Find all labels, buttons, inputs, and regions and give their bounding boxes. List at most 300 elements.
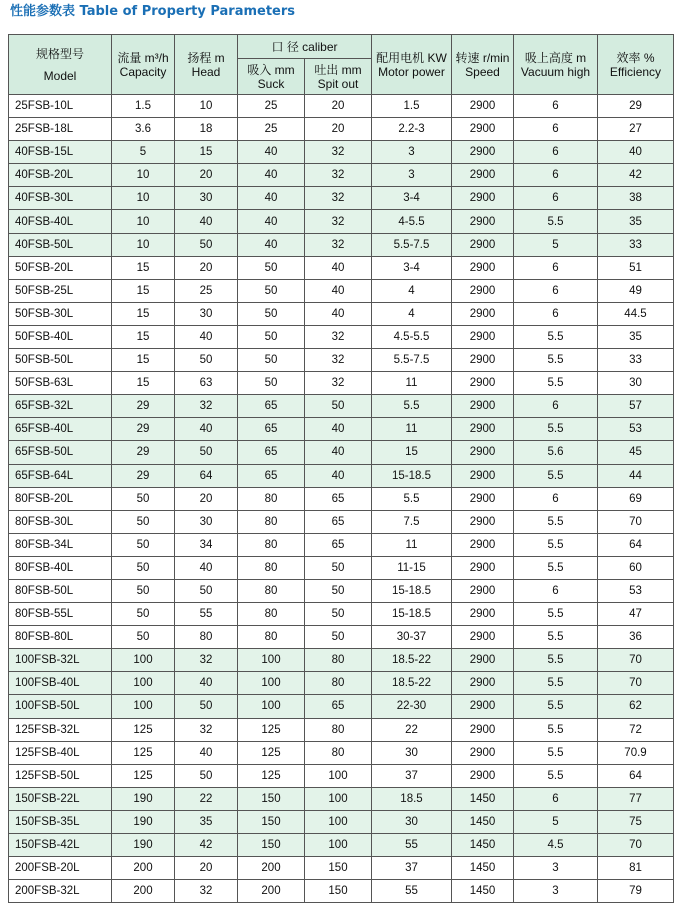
cell-efficiency: 49 [598, 279, 674, 302]
cell-vacuum: 6 [514, 187, 598, 210]
cell-capacity: 29 [112, 418, 175, 441]
cell-suck: 25 [238, 118, 305, 141]
header-speed: 转速 r/min Speed [452, 35, 514, 95]
cell-motor-power: 11 [372, 418, 452, 441]
cell-head: 32 [175, 395, 238, 418]
table-row [9, 487, 674, 510]
cell-motor-power: 4.5-5.5 [372, 325, 452, 348]
table-row [9, 164, 674, 187]
table-row [9, 372, 674, 395]
cell-motor-power: 1.5 [372, 95, 452, 118]
cell-suck: 40 [238, 141, 305, 164]
cell-suck: 50 [238, 279, 305, 302]
cell-vacuum: 3 [514, 857, 598, 880]
table-row [9, 787, 674, 810]
cell-motor-power: 55 [372, 880, 452, 903]
cell-capacity: 29 [112, 395, 175, 418]
cell-efficiency: 42 [598, 164, 674, 187]
cell-efficiency: 35 [598, 210, 674, 233]
header-vacuum: 吸上高度 m Vacuum high [514, 35, 598, 95]
table-row [9, 718, 674, 741]
cell-head: 64 [175, 464, 238, 487]
cell-head: 50 [175, 233, 238, 256]
cell-spit-out: 50 [305, 626, 372, 649]
table-row [9, 441, 674, 464]
cell-vacuum: 5.5 [514, 764, 598, 787]
cell-speed: 2900 [452, 164, 514, 187]
cell-head: 40 [175, 556, 238, 579]
cell-vacuum: 4.5 [514, 834, 598, 857]
cell-head: 40 [175, 741, 238, 764]
table-row [9, 118, 674, 141]
cell-speed: 2900 [452, 626, 514, 649]
cell-head: 20 [175, 164, 238, 187]
cell-capacity: 15 [112, 302, 175, 325]
cell-spit-out: 32 [305, 349, 372, 372]
cell-speed: 2900 [452, 256, 514, 279]
cell-model: 40FSB-40L [9, 210, 112, 233]
cell-head: 32 [175, 649, 238, 672]
cell-spit-out: 100 [305, 810, 372, 833]
cell-suck: 50 [238, 349, 305, 372]
table-row [9, 672, 674, 695]
cell-model: 80FSB-40L [9, 556, 112, 579]
cell-speed: 2900 [452, 418, 514, 441]
cell-spit-out: 32 [305, 187, 372, 210]
cell-capacity: 10 [112, 187, 175, 210]
cell-motor-power: 5.5 [372, 395, 452, 418]
cell-efficiency: 70 [598, 834, 674, 857]
cell-spit-out: 150 [305, 880, 372, 903]
cell-speed: 2900 [452, 556, 514, 579]
cell-vacuum: 6 [514, 256, 598, 279]
cell-spit-out: 40 [305, 464, 372, 487]
header-model: 规格型号 Model [9, 35, 112, 95]
table-row [9, 95, 674, 118]
cell-efficiency: 75 [598, 810, 674, 833]
table-row [9, 464, 674, 487]
cell-head: 55 [175, 603, 238, 626]
table-row [9, 880, 674, 903]
cell-model: 50FSB-63L [9, 372, 112, 395]
cell-efficiency: 77 [598, 787, 674, 810]
cell-spit-out: 50 [305, 579, 372, 602]
cell-model: 150FSB-42L [9, 834, 112, 857]
cell-motor-power: 2.2-3 [372, 118, 452, 141]
cell-vacuum: 6 [514, 579, 598, 602]
cell-motor-power: 11 [372, 372, 452, 395]
cell-motor-power: 18.5-22 [372, 672, 452, 695]
table-row [9, 256, 674, 279]
cell-capacity: 3.6 [112, 118, 175, 141]
cell-motor-power: 15-18.5 [372, 464, 452, 487]
cell-spit-out: 40 [305, 418, 372, 441]
cell-capacity: 10 [112, 210, 175, 233]
cell-head: 40 [175, 672, 238, 695]
cell-spit-out: 40 [305, 256, 372, 279]
table-body [9, 95, 674, 903]
cell-efficiency: 57 [598, 395, 674, 418]
cell-head: 30 [175, 302, 238, 325]
header-head: 扬程 m Head [175, 35, 238, 95]
cell-model: 125FSB-40L [9, 741, 112, 764]
cell-capacity: 50 [112, 533, 175, 556]
cell-suck: 80 [238, 487, 305, 510]
cell-model: 40FSB-50L [9, 233, 112, 256]
cell-suck: 80 [238, 533, 305, 556]
table-row [9, 556, 674, 579]
cell-capacity: 100 [112, 649, 175, 672]
cell-capacity: 15 [112, 349, 175, 372]
cell-efficiency: 53 [598, 418, 674, 441]
cell-speed: 2900 [452, 579, 514, 602]
cell-suck: 100 [238, 649, 305, 672]
cell-motor-power: 3-4 [372, 187, 452, 210]
cell-vacuum: 5.5 [514, 418, 598, 441]
cell-head: 22 [175, 787, 238, 810]
cell-speed: 1450 [452, 857, 514, 880]
cell-speed: 1450 [452, 880, 514, 903]
cell-spit-out: 32 [305, 372, 372, 395]
table-row [9, 764, 674, 787]
cell-capacity: 50 [112, 626, 175, 649]
cell-suck: 40 [238, 233, 305, 256]
cell-motor-power: 55 [372, 834, 452, 857]
cell-model: 125FSB-50L [9, 764, 112, 787]
cell-efficiency: 60 [598, 556, 674, 579]
cell-capacity: 100 [112, 695, 175, 718]
cell-capacity: 15 [112, 279, 175, 302]
cell-suck: 150 [238, 787, 305, 810]
cell-efficiency: 53 [598, 579, 674, 602]
cell-suck: 80 [238, 556, 305, 579]
cell-model: 25FSB-18L [9, 118, 112, 141]
cell-model: 40FSB-30L [9, 187, 112, 210]
cell-suck: 100 [238, 695, 305, 718]
cell-vacuum: 5.5 [514, 372, 598, 395]
header-capacity: 流量 m³/h Capacity [112, 35, 175, 95]
cell-capacity: 50 [112, 510, 175, 533]
cell-capacity: 125 [112, 718, 175, 741]
cell-spit-out: 65 [305, 695, 372, 718]
cell-model: 200FSB-32L [9, 880, 112, 903]
cell-efficiency: 51 [598, 256, 674, 279]
header-suck: 吸入 mm Suck [238, 59, 305, 95]
cell-motor-power: 11 [372, 533, 452, 556]
table-row [9, 603, 674, 626]
cell-model: 125FSB-32L [9, 718, 112, 741]
cell-capacity: 10 [112, 164, 175, 187]
cell-model: 80FSB-30L [9, 510, 112, 533]
cell-model: 150FSB-35L [9, 810, 112, 833]
cell-model: 80FSB-20L [9, 487, 112, 510]
cell-vacuum: 6 [514, 279, 598, 302]
cell-speed: 1450 [452, 834, 514, 857]
cell-motor-power: 18.5-22 [372, 649, 452, 672]
cell-capacity: 50 [112, 487, 175, 510]
cell-head: 80 [175, 626, 238, 649]
cell-spit-out: 32 [305, 325, 372, 348]
cell-model: 80FSB-50L [9, 579, 112, 602]
cell-suck: 65 [238, 464, 305, 487]
cell-model: 50FSB-25L [9, 279, 112, 302]
cell-head: 18 [175, 118, 238, 141]
cell-suck: 200 [238, 880, 305, 903]
cell-spit-out: 32 [305, 141, 372, 164]
cell-capacity: 10 [112, 233, 175, 256]
cell-model: 100FSB-32L [9, 649, 112, 672]
table-row [9, 349, 674, 372]
cell-speed: 2900 [452, 187, 514, 210]
cell-speed: 2900 [452, 325, 514, 348]
cell-spit-out: 40 [305, 441, 372, 464]
cell-motor-power: 5.5-7.5 [372, 233, 452, 256]
cell-capacity: 15 [112, 256, 175, 279]
cell-vacuum: 6 [514, 164, 598, 187]
cell-model: 40FSB-20L [9, 164, 112, 187]
cell-capacity: 125 [112, 764, 175, 787]
cell-speed: 2900 [452, 372, 514, 395]
cell-efficiency: 35 [598, 325, 674, 348]
cell-speed: 2900 [452, 533, 514, 556]
cell-motor-power: 4 [372, 279, 452, 302]
cell-head: 10 [175, 95, 238, 118]
cell-suck: 125 [238, 764, 305, 787]
cell-efficiency: 62 [598, 695, 674, 718]
cell-suck: 50 [238, 256, 305, 279]
cell-model: 150FSB-22L [9, 787, 112, 810]
cell-speed: 2900 [452, 603, 514, 626]
cell-spit-out: 65 [305, 510, 372, 533]
cell-vacuum: 5.6 [514, 441, 598, 464]
cell-spit-out: 80 [305, 718, 372, 741]
header-motor-power: 配用电机 KW Motor power [372, 35, 452, 95]
cell-vacuum: 6 [514, 118, 598, 141]
cell-spit-out: 50 [305, 556, 372, 579]
cell-capacity: 29 [112, 441, 175, 464]
cell-speed: 2900 [452, 118, 514, 141]
cell-spit-out: 80 [305, 672, 372, 695]
cell-motor-power: 3-4 [372, 256, 452, 279]
cell-efficiency: 70.9 [598, 741, 674, 764]
cell-motor-power: 15-18.5 [372, 579, 452, 602]
cell-efficiency: 69 [598, 487, 674, 510]
cell-head: 20 [175, 487, 238, 510]
cell-efficiency: 72 [598, 718, 674, 741]
cell-suck: 50 [238, 372, 305, 395]
cell-motor-power: 4 [372, 302, 452, 325]
cell-model: 50FSB-30L [9, 302, 112, 325]
cell-suck: 40 [238, 187, 305, 210]
cell-vacuum: 3 [514, 880, 598, 903]
cell-head: 34 [175, 533, 238, 556]
cell-efficiency: 30 [598, 372, 674, 395]
cell-motor-power: 22-30 [372, 695, 452, 718]
cell-efficiency: 70 [598, 672, 674, 695]
cell-head: 20 [175, 857, 238, 880]
cell-capacity: 50 [112, 579, 175, 602]
cell-head: 30 [175, 187, 238, 210]
cell-speed: 2900 [452, 95, 514, 118]
cell-vacuum: 5.5 [514, 603, 598, 626]
cell-motor-power: 3 [372, 141, 452, 164]
cell-suck: 150 [238, 834, 305, 857]
cell-suck: 100 [238, 672, 305, 695]
cell-vacuum: 5.5 [514, 649, 598, 672]
cell-capacity: 50 [112, 556, 175, 579]
cell-capacity: 190 [112, 810, 175, 833]
cell-spit-out: 65 [305, 533, 372, 556]
cell-vacuum: 5.5 [514, 741, 598, 764]
cell-suck: 80 [238, 510, 305, 533]
page-title: 性能参数表 Table of Property Parameters [10, 4, 296, 19]
cell-vacuum: 5.5 [514, 510, 598, 533]
cell-capacity: 29 [112, 464, 175, 487]
table-row [9, 395, 674, 418]
cell-capacity: 100 [112, 672, 175, 695]
cell-capacity: 50 [112, 603, 175, 626]
cell-head: 50 [175, 579, 238, 602]
cell-speed: 2900 [452, 210, 514, 233]
cell-efficiency: 27 [598, 118, 674, 141]
table-row [9, 141, 674, 164]
header-spit-out: 吐出 mm Spit out [305, 59, 372, 95]
cell-speed: 2900 [452, 233, 514, 256]
cell-efficiency: 70 [598, 649, 674, 672]
cell-suck: 25 [238, 95, 305, 118]
table-row [9, 741, 674, 764]
cell-head: 25 [175, 279, 238, 302]
cell-efficiency: 64 [598, 533, 674, 556]
cell-vacuum: 5.5 [514, 325, 598, 348]
cell-capacity: 190 [112, 834, 175, 857]
cell-head: 50 [175, 441, 238, 464]
cell-model: 25FSB-10L [9, 95, 112, 118]
table-row [9, 210, 674, 233]
cell-speed: 2900 [452, 349, 514, 372]
cell-suck: 200 [238, 857, 305, 880]
cell-suck: 80 [238, 603, 305, 626]
cell-motor-power: 5.5 [372, 487, 452, 510]
cell-motor-power: 30-37 [372, 626, 452, 649]
cell-head: 40 [175, 418, 238, 441]
table-row [9, 187, 674, 210]
cell-model: 65FSB-64L [9, 464, 112, 487]
cell-spit-out: 40 [305, 279, 372, 302]
cell-speed: 1450 [452, 810, 514, 833]
cell-head: 42 [175, 834, 238, 857]
cell-vacuum: 5 [514, 233, 598, 256]
cell-spit-out: 50 [305, 395, 372, 418]
cell-suck: 80 [238, 579, 305, 602]
cell-vacuum: 5.5 [514, 695, 598, 718]
cell-model: 100FSB-40L [9, 672, 112, 695]
cell-suck: 50 [238, 325, 305, 348]
cell-spit-out: 80 [305, 741, 372, 764]
cell-motor-power: 18.5 [372, 787, 452, 810]
cell-efficiency: 36 [598, 626, 674, 649]
cell-suck: 125 [238, 718, 305, 741]
property-table [8, 34, 674, 903]
cell-efficiency: 45 [598, 441, 674, 464]
cell-head: 50 [175, 764, 238, 787]
cell-efficiency: 33 [598, 233, 674, 256]
cell-efficiency: 33 [598, 349, 674, 372]
cell-motor-power: 3 [372, 164, 452, 187]
cell-vacuum: 6 [514, 395, 598, 418]
cell-model: 50FSB-50L [9, 349, 112, 372]
cell-vacuum: 6 [514, 302, 598, 325]
cell-suck: 40 [238, 164, 305, 187]
table-row [9, 325, 674, 348]
cell-suck: 80 [238, 626, 305, 649]
cell-spit-out: 100 [305, 787, 372, 810]
cell-motor-power: 4-5.5 [372, 210, 452, 233]
cell-speed: 2900 [452, 441, 514, 464]
cell-speed: 2900 [452, 672, 514, 695]
cell-efficiency: 44.5 [598, 302, 674, 325]
cell-suck: 65 [238, 395, 305, 418]
table-row [9, 510, 674, 533]
cell-capacity: 190 [112, 787, 175, 810]
header-efficiency: 效率 % Efficiency [598, 35, 674, 95]
cell-efficiency: 64 [598, 764, 674, 787]
cell-motor-power: 30 [372, 741, 452, 764]
cell-suck: 125 [238, 741, 305, 764]
table-row [9, 857, 674, 880]
cell-suck: 65 [238, 441, 305, 464]
cell-motor-power: 30 [372, 810, 452, 833]
cell-suck: 50 [238, 302, 305, 325]
cell-motor-power: 22 [372, 718, 452, 741]
cell-vacuum: 6 [514, 787, 598, 810]
cell-vacuum: 6 [514, 95, 598, 118]
cell-capacity: 5 [112, 141, 175, 164]
cell-suck: 40 [238, 210, 305, 233]
cell-spit-out: 40 [305, 302, 372, 325]
cell-speed: 2900 [452, 510, 514, 533]
cell-efficiency: 47 [598, 603, 674, 626]
cell-head: 63 [175, 372, 238, 395]
cell-speed: 2900 [452, 279, 514, 302]
cell-head: 32 [175, 880, 238, 903]
cell-efficiency: 70 [598, 510, 674, 533]
cell-speed: 2900 [452, 741, 514, 764]
cell-model: 80FSB-34L [9, 533, 112, 556]
cell-head: 40 [175, 210, 238, 233]
cell-vacuum: 6 [514, 141, 598, 164]
table-row [9, 649, 674, 672]
cell-vacuum: 5.5 [514, 464, 598, 487]
cell-spit-out: 150 [305, 857, 372, 880]
cell-spit-out: 65 [305, 487, 372, 510]
cell-model: 80FSB-80L [9, 626, 112, 649]
cell-efficiency: 79 [598, 880, 674, 903]
cell-speed: 2900 [452, 487, 514, 510]
cell-spit-out: 100 [305, 764, 372, 787]
cell-speed: 2900 [452, 464, 514, 487]
table-row [9, 302, 674, 325]
cell-head: 15 [175, 141, 238, 164]
cell-model: 65FSB-50L [9, 441, 112, 464]
cell-motor-power: 15 [372, 441, 452, 464]
cell-suck: 65 [238, 418, 305, 441]
cell-efficiency: 40 [598, 141, 674, 164]
cell-motor-power: 37 [372, 764, 452, 787]
cell-spit-out: 50 [305, 603, 372, 626]
cell-vacuum: 6 [514, 487, 598, 510]
table-row [9, 279, 674, 302]
